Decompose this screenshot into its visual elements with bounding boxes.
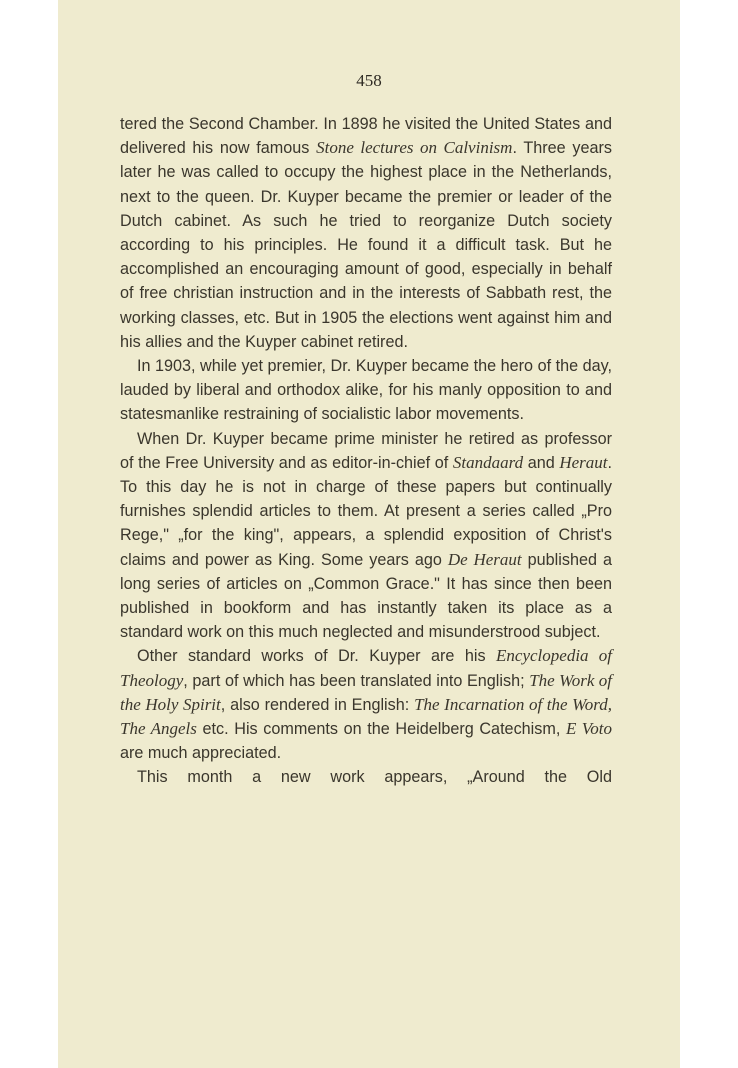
text-run: etc. His comments on the Heidelberg Catechism, [196, 720, 566, 739]
body-text [120, 112, 612, 790]
book-page [58, 0, 680, 1068]
italic-title: The Work of the Holy Spirit [120, 670, 612, 714]
italic-title: Heraut [559, 452, 608, 472]
text-run: and [523, 453, 560, 472]
text-run: This month a new work appears, „Around the Old [137, 768, 612, 787]
text-run: published a long series of articles on „Common Grace." It has since then been published in bookform and has instantly taken its place as a standard work on this much neglected and misunderstrood subject. [120, 550, 612, 642]
paragraph [120, 427, 612, 645]
italic-title: The Incarnation of the Word, The Angels [120, 694, 612, 739]
text-run: When Dr. Kuyper became prime minister he retired as professor of the Free University and as editor-in-chief of [120, 429, 612, 472]
text-run: . To this day he is not in charge of these papers but continually furnishes splendid articles to them. At present a series called „Pro Rege," „for the king", appears, a splendid exposition of Christ's claims and power as King. Some years ago [120, 453, 612, 569]
italic-title: Stone lectures on Calvinism [316, 138, 513, 158]
italic-title: Encyclopedia of Theology [120, 646, 612, 690]
italic-title: E Voto [565, 719, 612, 739]
text-run: , also rendered in English: [220, 695, 415, 714]
text-run: are much appreciated. [120, 744, 282, 763]
text-run: . Three years later he was called to occupy the highest place in the Netherlands, next to the queen. Dr. Kuyper became the premier or leader of the Dutch cabinet. As such he tried to reorganize Dutch society according to his principles. He found it a difficult task. But he accomplished an encouraging amount of good, especially in behalf of free christian instruction and in the interests of Sabbath rest, the working classes, etc. But in 1905 the elections went against him and his allies and the Kuyper cabinet retired. [120, 139, 612, 351]
text-run: , part of which has been translated into English; [183, 671, 530, 690]
italic-title: Standaard [452, 452, 524, 472]
paragraph [120, 354, 612, 427]
page-number: 458 [356, 71, 382, 90]
paragraph [120, 765, 612, 789]
text-run: In 1903, while yet premier, Dr. Kuyper became the hero of the day, lauded by liberal and orthodox alike, for his manly opposition to and statesmanlike restraining of socialistic labor movements. [120, 357, 612, 424]
text-run: tered the Second Chamber. In 1898 he visited the United States and delivered his now famous [120, 115, 612, 158]
paragraph [120, 644, 612, 765]
paragraph [120, 112, 612, 354]
italic-title: De Heraut [447, 549, 522, 569]
text-run: Other standard works of Dr. Kuyper are his [137, 647, 497, 666]
